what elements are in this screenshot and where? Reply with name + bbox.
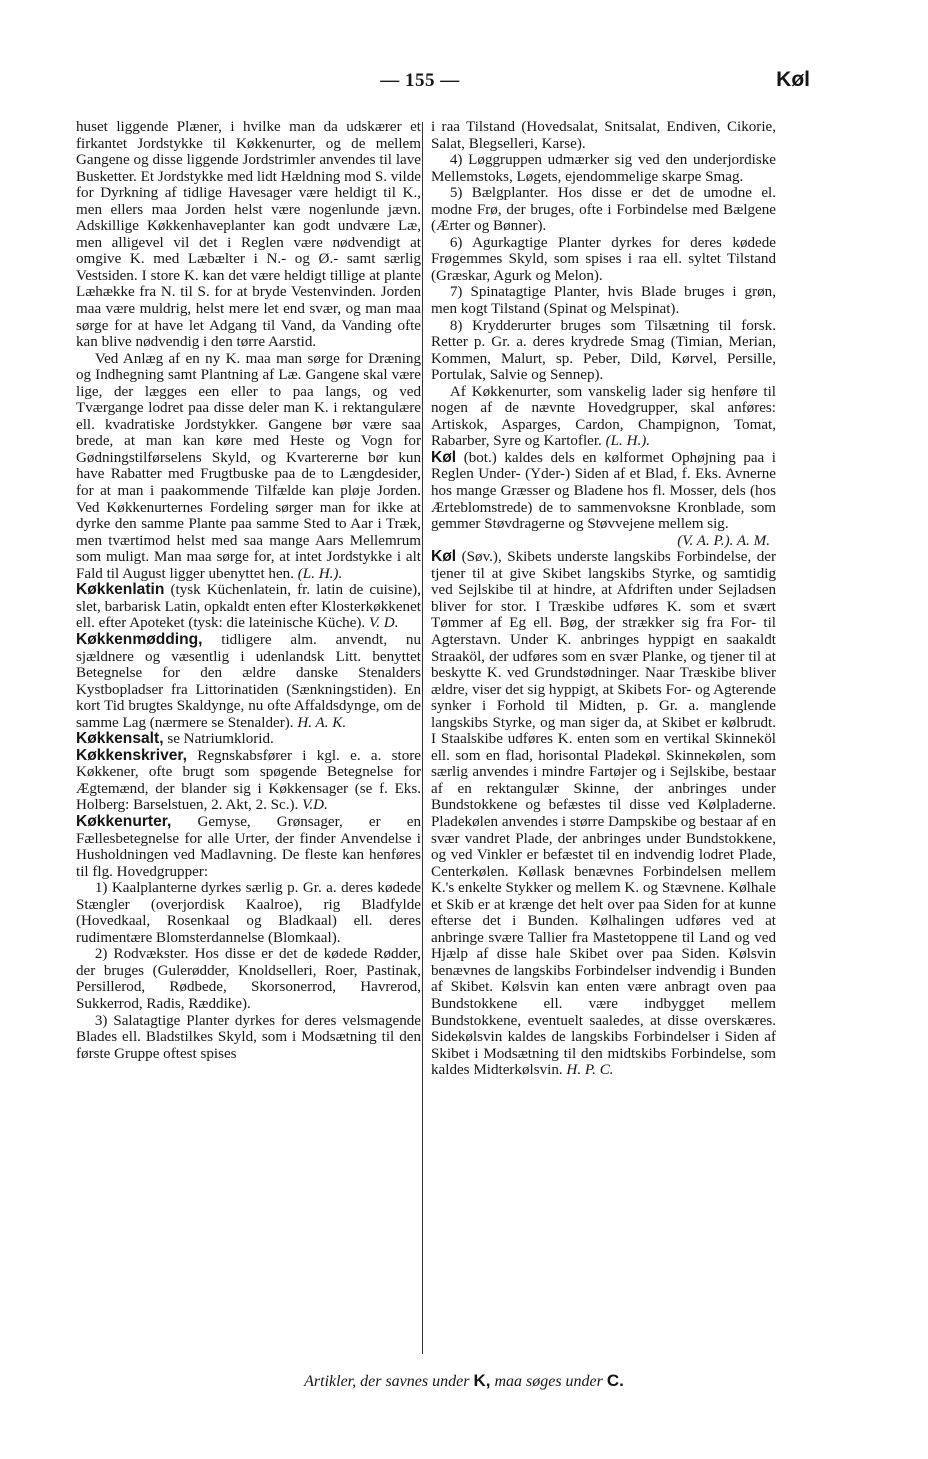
entry-kokkenskriver: Køkkenskriver, Regnskabsfører i kgl. e. a. store Køkkener, ofte brugt som spøgende Betegnelse for Ægtemænd, der blander sig i Køkkensager (se f. Eks. Holberg: Barselstuen, 2. Akt, 2. Sc.). V.D. bbox=[76, 746, 421, 814]
headword: Køl bbox=[431, 548, 457, 566]
left-column bbox=[76, 119, 421, 1062]
column-divider bbox=[422, 122, 423, 1354]
author-signature: (L. H.). bbox=[297, 565, 343, 582]
headword: Køkkenskriver, bbox=[76, 746, 187, 764]
entry-kol-sov: Køl (Søv.), Skibets underste langskibs Forbindelse, der tjener til at give Skibet langskibs Styrke, og samtidig ved Sejlskibe til at hindre, at Afdriften under Sejladsen bliver for stor. I Træskibe udføres K. som et svært Tømmer af Eg ell. Bøg, der strækker sig fra For- til Agterstavn. Under K. anbringes hyppigt en saakaldt Straaköl, der udføres som en svær Planke, og tjener til at beskytte K. ved Grundstødninger. Naar Træskibe bliver ældre, viser det sig hyppigt, at Skibets For- og Agterende synker i Forhold til Midten, p. Gr. a. manglende langskibs Styrke, og man siger da, at Skibet er kølbrudt. I Staalskibe udføres K. enten som en vertikal Skinneköl ell. som en flad, horisontal Pladekøl. Skinnekølen, som særlig anvendes i mindre Fartøjer og i Sejlskibe, bestaar af en rektangulær Skinne, der anbringes under Bundstokkene og befæstes til disse ved Kølpladerne. Pladekølen anvendes i større Dampskibe og bestaar af en svær vandret Plade, der anbringes under Bundstokkene, og ved Vinkler er befæstet til en indvendig lodret Plade, Centerkølen. Køllask benævnes Forbindelsen mellem K.'s enkelte Stykker og mellem K. og Stævnene. Kølhale et Skib er at krænge det helt over paa Siden for at kunne efterse det i Bunden. Kølhalingen udføres ved at anbringe svære Tallier fra Mastetoppene til Land og ved Hjælp af disse hale Skibet over paa Siden. Kølsvin benævnes de langskibs Forbindelser indvendig i Bunden af Skibet. Kølsvin kan enten være anbragt oven paa Bundstokkene ell. være indbygget mellem Bundstokkene, eventuelt saaledes, at disse overskæres. Sidekølsvin kaldes de langskibs Forbindelser i Siden af Skibet i Modsætning til den midtskibs Forbindelse, som kaldes Midterkølsvin. H. P. C. bbox=[431, 548, 776, 1079]
headword: Køkkenurter, bbox=[76, 812, 172, 830]
group-item: 2) Rodvækster. Hos disse er det de kødede Rødder, der bruges (Gulerødder, Knoldselleri, Roer, Pastinak, Persillerod, Rødbede, Skorsonerrod, Havrerod, Sukkerrod, Radis, Ræddike). bbox=[76, 946, 421, 1012]
headword: Køl bbox=[431, 448, 457, 466]
entry-kol-bot: Køl (bot.) kaldes dels en kølformet Ophøjning paa i Reglen Under- (Yder-) Siden af et Blad, f. Eks. Avnerne hos mange Græsser og Bladene hos fl. Mosser, dels (hos Ærteblomstrede) de to sammenvoksne Kronblade, som gemmer Støvdragerne og Støvvejene mellem sig. (V. A. P.). A. M. bbox=[431, 448, 777, 549]
headword: Køkkenlatin bbox=[76, 581, 165, 599]
letter-c: C. bbox=[606, 1371, 624, 1390]
headword: Køkkenmødding, bbox=[76, 630, 203, 648]
group-item: 6) Agurkagtige Planter dyrkes for deres kødede Frøgemmes Skyld, som spises i raa ell. syltet Tilstand (Græskar, Agurk og Melon). bbox=[431, 234, 776, 284]
paragraph: Ved Anlæg af en ny K. maa man sørge for Dræning og Indhegning samt Plantning af Læ. Gangene skal være lige, der lægges een eller to paa langs, og ved Tværgange lodret paa disse deler man K. i rektangulære ell. kvadratiske Jordstykker. Gangene bør være saa brede, at man kan køre med Heste og Vogn for Gødningstilførselens Skyld, og Kvartererne bør kun have Rabatter med Frugtbuske paa de to Længdesider, for at man i paakommende Tilfælde kan pløje Jorden. Ved Køkkenurternes Fordeling sørger man for ikke at dyrke den samme Plante paa samme Sted to Aar i Træk, men tværtimod helst med saa mange Aars Mellemrum som muligt. Man maa sørge for, at intet Jordstykke i alt Fald til August ligger ubenyttet hen. (L. H.). bbox=[76, 350, 421, 582]
page-number: — 155 — bbox=[380, 70, 460, 91]
page-header bbox=[0, 66, 928, 102]
paragraph: huset liggende Plæner, i hvilke man da udskærer et firkantet Jordstykke til Køkkenurter, og de mellem Gangene og disse liggende Jordstrimler anvendes til lave Busketter. Et Jordstykke med lidt Hældning mod S. vilde for Dyrkning af tidlige Havesager være heldigt til K., men ellers maa Jorden helst være nogenlunde jævn. Adskillige Køkkenhaveplanter kan godt undvære Læ, men alligevel vil det i Reglen være nødvendigt at omgive K. med Læbælter i N.- og Ø.- samt særlig Vestsiden. I store K. kan det være heldigt tillige at plante Læhække fra N. til S. for at bryde Vestenvinden. Jorden maa være muldrig, helst mere let end svær, og man maa sørge for at have let Adgang til Vand, da Vanding ofte kan blive nødvendig i den tørre Aarstid. bbox=[76, 119, 421, 351]
entry-kokkenlatin: Køkkenlatin (tysk Küchenlatein, fr. latin de cuisine), slet, barbarisk Latin, opkaldt enten efter Klosterkøkkenet ell. efter Apoteket (tysk: die lateinische Küche). V. D. bbox=[76, 581, 421, 632]
group-item: 7) Spinatagtige Planter, hvis Blade bruges i grøn, men kogt Tilstand (Spinat og Melspinat). bbox=[431, 284, 776, 318]
entry-kokkenurter: Køkkenurter, Gemyse, Grønsager, er en Fællesbetegnelse for alle Urter, der finder Anvendelse i Husholdningen ved Madlavning. De fleste kan henføres til flg. Hovedgrupper: bbox=[76, 812, 421, 880]
entry-kokkensalt: Køkkensalt, se Natriumklorid. bbox=[76, 730, 274, 748]
paragraph: Af Køkkenurter, som vanskelig lader sig henføre til nogen af de nævnte Hovedgrupper, skal anføres: Artiskok, Asparges, Cardon, Champignon, Tomat, Rabarber, Syre og Kartofler. (L. H.). bbox=[431, 383, 776, 450]
author-signature: (L. H.). bbox=[605, 433, 651, 450]
group-item: 8) Krydderurter bruges som Tilsætning til forsk. Retter p. Gr. a. deres krydrede Smag (Timian, Merian, Kommen, Malurt, sp. Peber, Dild, Kørvel, Persille, Portulak, Salvie og Sennep). bbox=[431, 317, 776, 384]
running-head: Køl bbox=[776, 68, 810, 91]
group-item: 1) Kaalplanterne dyrkes særlig p. Gr. a. deres kødede Stængler (overjordisk Kaalroe), rig Bladfylde (Hovedkaal, Rosenkaal og Bladkaal) ell. deres rudimentære Blomsterdannelse (Blomkaal). bbox=[76, 880, 421, 946]
footer-note: Artikler, der savnes under K, maa søges under C. bbox=[304, 1371, 624, 1390]
author-signature: V. D. bbox=[368, 615, 399, 632]
right-column bbox=[431, 119, 776, 1079]
group-item: 3) Salatagtige Planter dyrkes for deres velsmagende Blades ell. Bladstilkes Skyld, som i Modsætning til den første Gruppe oftest spises bbox=[76, 1012, 421, 1062]
author-signature: H. A. K. bbox=[297, 714, 347, 731]
headword: Køkkensalt, bbox=[76, 730, 164, 748]
paragraph: i raa Tilstand (Hovedsalat, Snitsalat, Endiven, Cikorie, Salat, Blegselleri, Karse). bbox=[431, 119, 776, 152]
letter-k: K, bbox=[473, 1371, 491, 1390]
author-signature: H. P. C. bbox=[566, 1062, 614, 1079]
author-signature: V.D. bbox=[302, 797, 328, 814]
group-item: 4) Løggruppen udmærker sig ved den underjordiske Mellemstoks, Løgets, ejendommelige skarpe Smag. bbox=[431, 152, 776, 185]
group-item: 5) Bælgplanter. Hos disse er det de umodne el. modne Frø, der bruges, ofte i Forbindelse med Bælgene (Ærter og Bønner). bbox=[431, 185, 776, 235]
author-signature: (V. A. P.). A. M. bbox=[677, 532, 770, 549]
entry-kokkenmodding: Køkkenmødding, tidligere alm. anvendt, nu sjældnere og væsentlig i udenlandsk Litt. benyttet Betegnelse for den ældre danske Stenalders Kystbopladser fra Littorinatiden (Sænkningstiden). En kort Tid brugtes Skaldynge, nu ofte Affaldsdynge, om de samme Lag (nærmere se Stenalder). H. A. K. bbox=[76, 630, 421, 731]
